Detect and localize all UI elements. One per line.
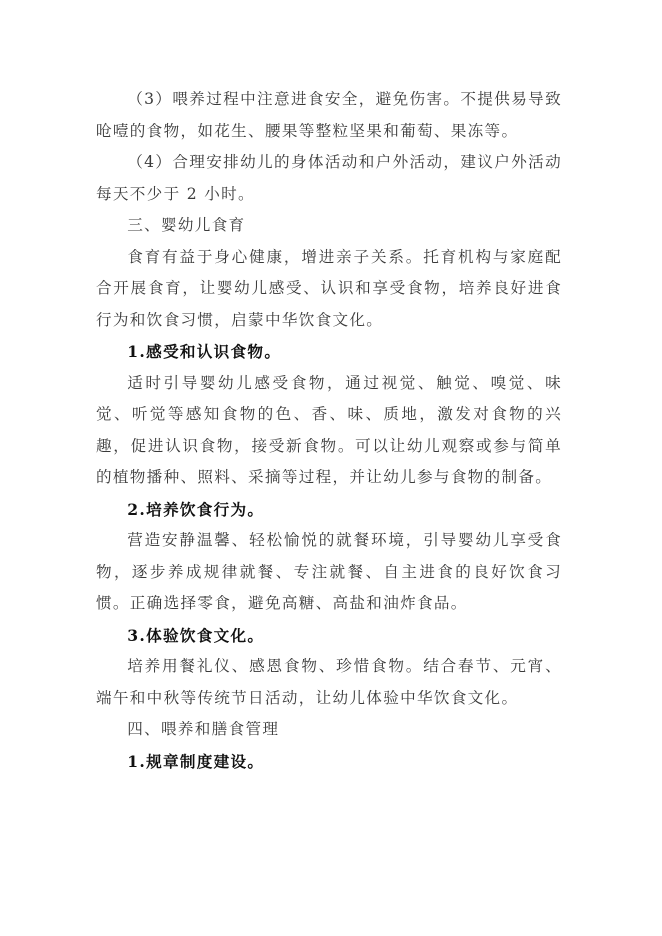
subheading-eating-behavior: 2.培养饮食行为。 [127,499,265,519]
paragraph-feeding-safety: （3）喂养过程中注意进食安全，避免伤害。不提供易导致呛噎的食物，如花生、腰果等整粒坚果和葡萄、果冻等。 [96,90,562,140]
paragraph-food-education-intro: 食育有益于身心健康，增进亲子关系。托育机构与家庭配合开展食育，让婴幼儿感受、认识和享受食物，培养良好进食行为和饮食习惯，启蒙中华饮食文化。 [96,247,562,329]
section-heading-food-education: 三、婴幼儿食育 [127,216,246,234]
paragraph-food-culture: 培养用餐礼仪、感恩食物、珍惜食物。结合春节、元宵、端午和中秋等传统节日活动，让幼儿体验中华饮食文化。 [96,657,562,707]
paragraph-perceive-food: 适时引导婴幼儿感受食物，通过视觉、触觉、嗅觉、味觉、听觉等感知食物的色、香、味、质地，激发对食物的兴趣，促进认识食物，接受新食物。可以让幼儿观察或参与简单的植物播种、照料、采摘等过程，并让幼儿参与食物的制备。 [96,373,562,486]
section-heading-feeding-management: 四、喂养和膳食管理 [127,720,280,738]
subheading-rules-system: 1.规章制度建设。 [127,751,265,771]
subheading-perceive-food: 1.感受和认识食物。 [127,342,282,361]
paragraph-eating-behavior: 营造安静温馨、轻松愉悦的就餐环境，引导婴幼儿享受食物，逐步养成规律就餐、专注就餐、自主进食的良好饮食习惯。正确选择零食，避免高糖、高盐和油炸食品。 [96,531,562,612]
subheading-food-culture: 3.体验饮食文化。 [127,625,265,645]
paragraph-physical-activity: （4）合理安排幼儿的身体活动和户外活动，建议户外活动每天不少于 2 小时。 [96,153,562,203]
document-page [96,84,562,777]
